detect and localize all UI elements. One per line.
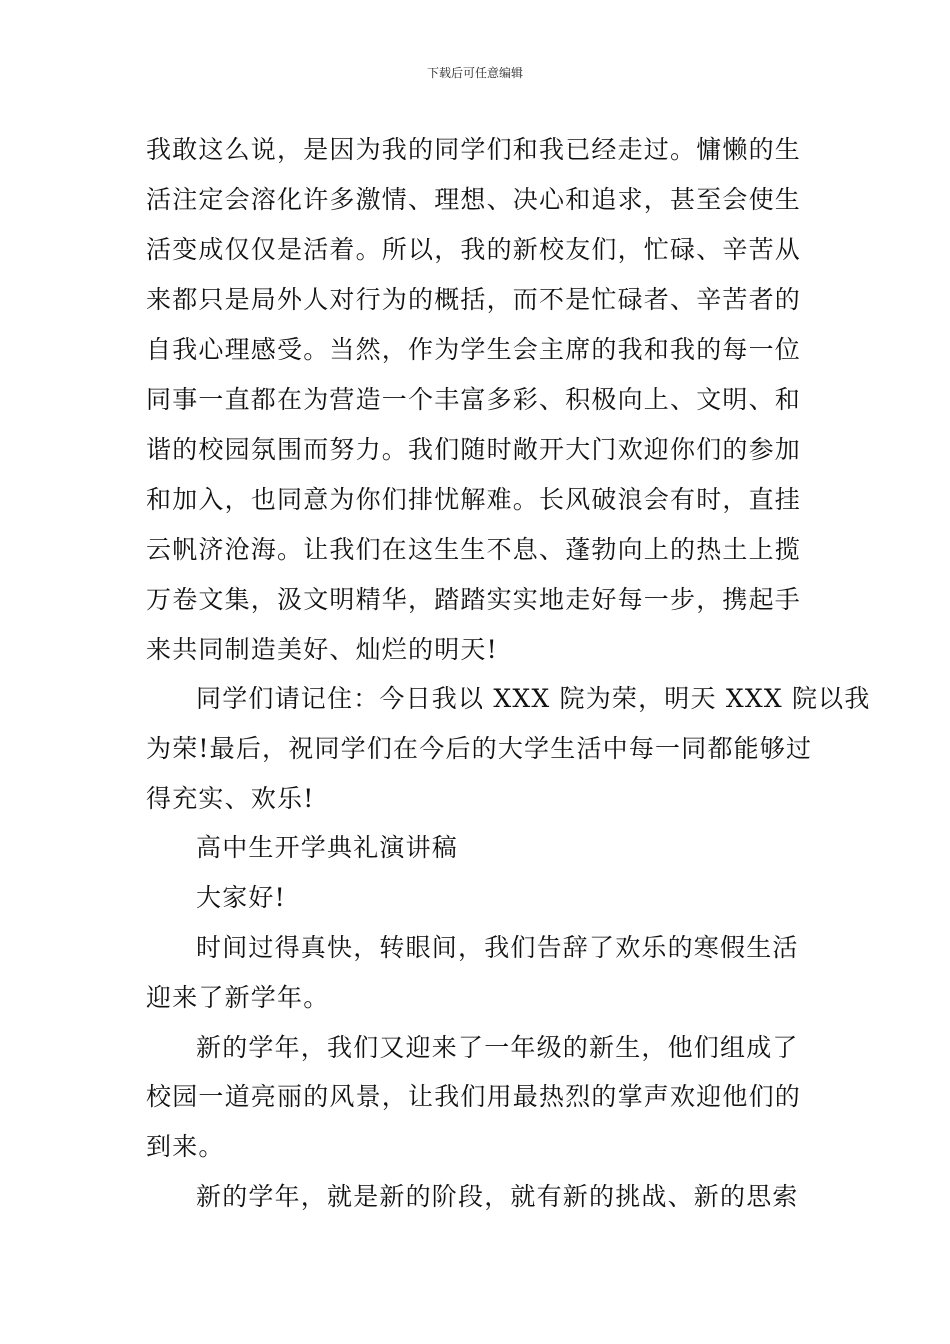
body-line: 谐的校园氛围而努力。我们随时敞开大门欢迎你们的参加 <box>146 435 802 464</box>
body-line: 到来。 <box>146 1132 225 1161</box>
body-line: 我敢这么说，是因为我的同学们和我已经走过。慵懒的生 <box>146 135 802 164</box>
page-header-note: 下载后可任意编辑 <box>426 66 523 80</box>
paragraph-first-line: 新的学年，我们又迎来了一年级的新生，他们组成了 <box>196 1033 799 1062</box>
body-line: 校园一道亮丽的风景，让我们用最热烈的掌声欢迎他们的 <box>146 1082 802 1111</box>
body-line: 为荣!最后，祝同学们在今后的大学生活中每一同都能够过 <box>146 734 813 763</box>
body-line: 活变成仅仅是活着。所以，我的新校友们，忙碌、辛苦从 <box>146 235 802 264</box>
body-line: 和加入，也同意为你们排忧解难。长风破浪会有时，直挂 <box>146 485 802 514</box>
section-title: 高中生开学典礼演讲稿 <box>196 833 459 862</box>
paragraph-first-line: 时间过得真快，转眼间，我们告辞了欢乐的寒假生活 <box>196 933 799 962</box>
body-line: 迎来了新学年。 <box>146 983 330 1012</box>
body-line: 自我心理感受。当然，作为学生会主席的我和我的每一位 <box>146 335 802 364</box>
body-line: 万卷文集，汲文明精华，踏踏实实地走好每一步，携起手 <box>146 585 802 614</box>
body-line: 云帆济沧海。让我们在这生生不息、蓬勃向上的热土上揽 <box>146 535 802 564</box>
greeting: 大家好! <box>196 883 286 912</box>
body-line: 来共同制造美好、灿烂的明天! <box>146 635 498 664</box>
body-line: 同事一直都在为营造一个丰富多彩、积极向上、文明、和 <box>146 385 802 414</box>
paragraph-first-line: 同学们请记住：今日我以 XXX 院为荣，明天 XXX 院以我 <box>196 684 871 713</box>
body-line: 得充实、欢乐! <box>146 784 315 813</box>
paragraph-first-line: 新的学年，就是新的阶段，就有新的挑战、新的思索 <box>196 1182 799 1211</box>
body-line: 来都只是局外人对行为的概括，而不是忙碌者、辛苦者的 <box>146 285 802 314</box>
body-line: 活注定会溶化许多激情、理想、决心和追求，甚至会使生 <box>146 185 802 214</box>
